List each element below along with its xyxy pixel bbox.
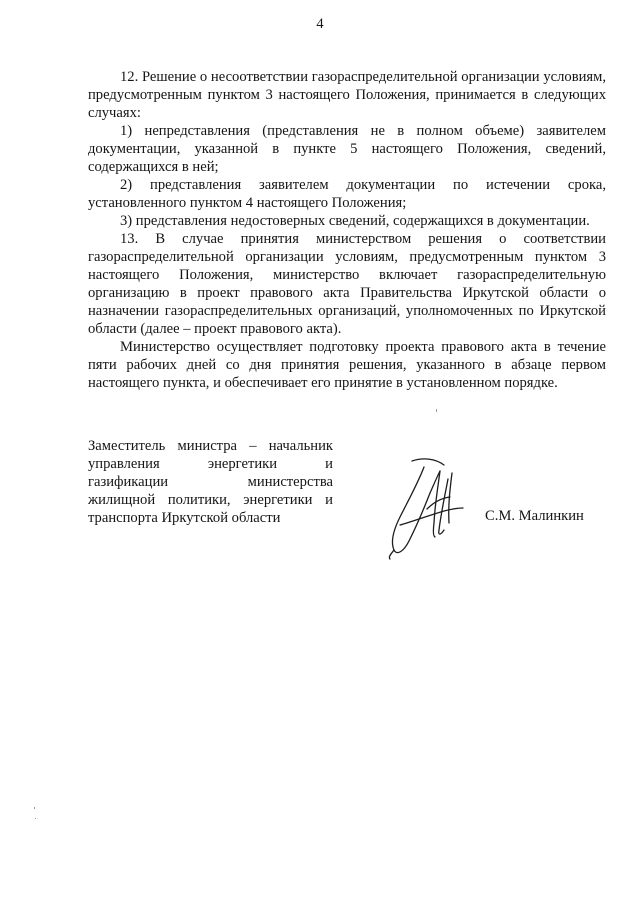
paragraph-13: 13. В случае принятия министерством решения о соответствии газораспределительной организации условиям, предусмотренным пунктом 3 настоящего Положения, министерство включает газораспределительную организацию в проект правового акта Правительства Иркутской области о назначении газораспределительных организаций, уполномоченных по Иркутской области (далее – проект правового акта). — [88, 231, 606, 337]
handwritten-signature — [378, 453, 470, 563]
scan-speck — [436, 409, 437, 412]
paragraph-12-item-2: 2) представления заявителем документации по истечении срока, установленного пунктом 4 настоящего Положения; — [88, 177, 606, 211]
signatory-position-line: газификации министерства — [88, 474, 333, 490]
paragraph-12-item-1: 1) непредставления (представления не в полном объеме) заявителем документации, указанной в пункте 5 настоящего Положения, сведений, содержащихся в ней; — [88, 123, 606, 175]
signatory-position-line: транспорта Иркутской области — [88, 510, 281, 526]
page-number: 4 — [316, 16, 324, 32]
document-body — [88, 68, 606, 392]
scan-speck — [34, 807, 35, 809]
signatory-position-line: Заместитель министра – начальник — [88, 438, 333, 454]
paragraph-12: 12. Решение о несоответствии газораспределительной организации условиям, предусмотренным пунктом 3 настоящего Положения, принимается в следующих случаях: — [88, 69, 606, 121]
paragraph-12-item-3: 3) представления недостоверных сведений, содержащихся в документации. — [120, 213, 590, 229]
signatory-position-line: жилищной политики, энергетики и — [88, 492, 333, 508]
signatory-position — [88, 437, 333, 527]
signer-name: С.М. Малинкин — [485, 508, 584, 524]
paragraph-13-continuation: Министерство осуществляет подготовку проекта правового акта в течение пяти рабочих дней со дня принятия решения, указанного в абзаце первом настоящего пункта, и обеспечивает его принятие в установленном порядке. — [88, 339, 606, 391]
signatory-position-line: управления энергетики и — [88, 456, 333, 472]
scan-speck — [35, 818, 36, 819]
